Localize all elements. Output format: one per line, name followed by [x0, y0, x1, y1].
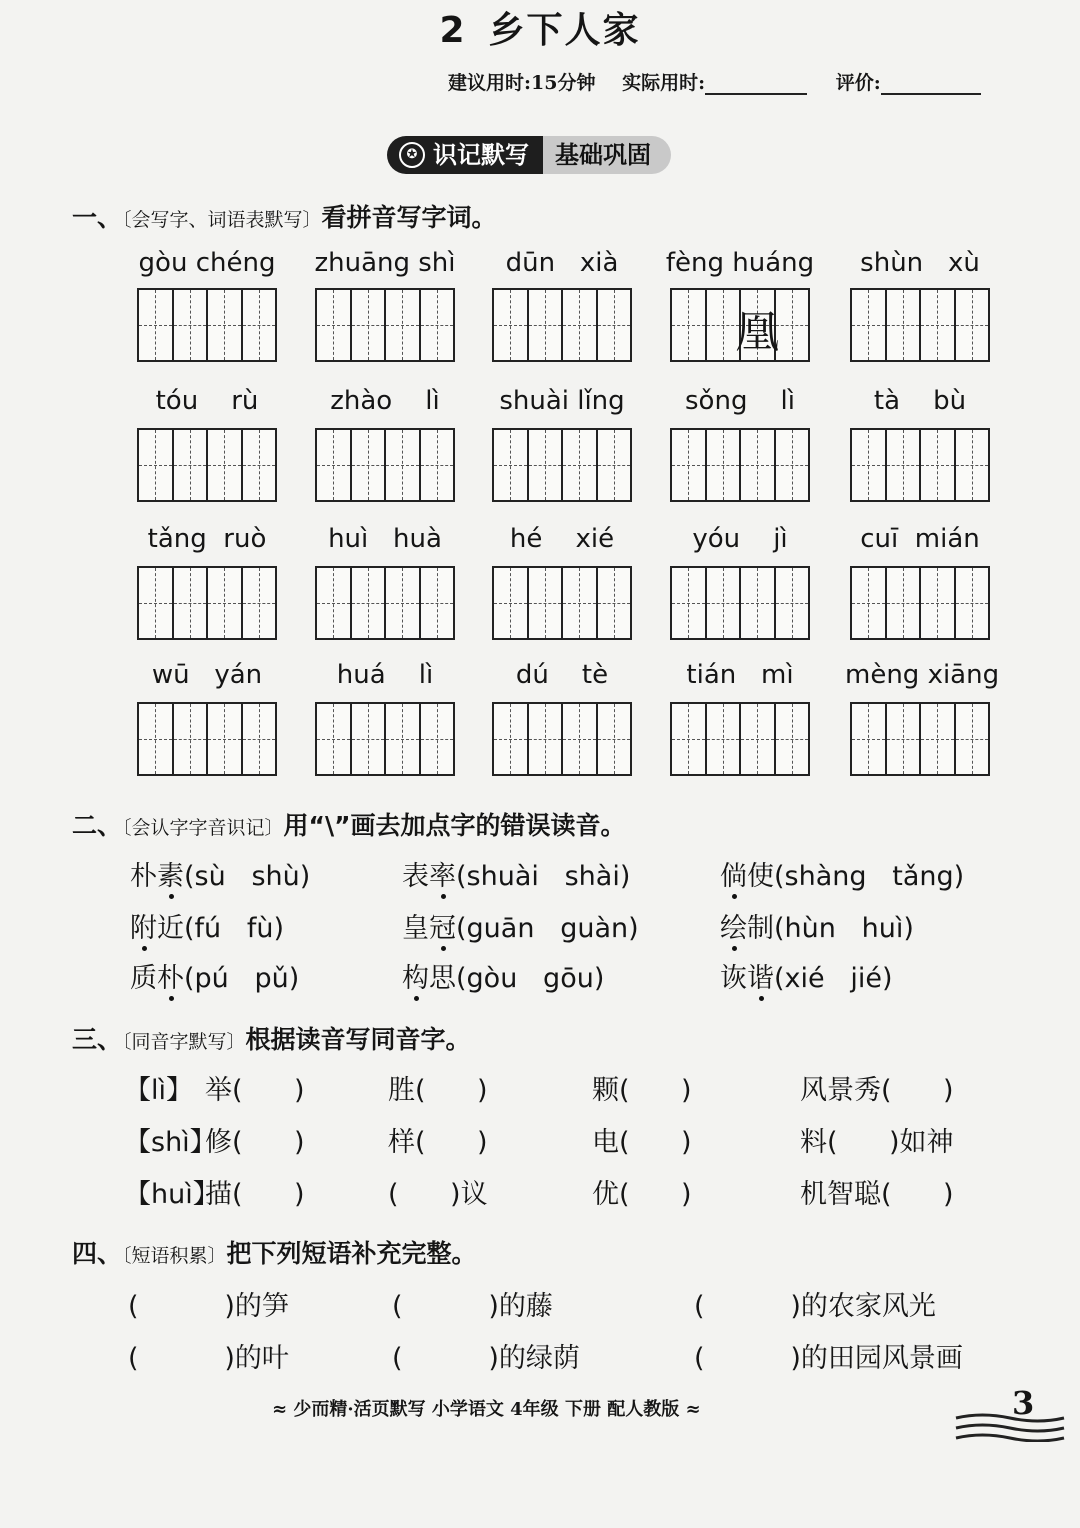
grid-cell[interactable]: [317, 568, 352, 638]
homophone-label: 【huì】: [124, 1179, 220, 1210]
time-line: [448, 68, 981, 95]
dotted-character: 朴: [157, 963, 184, 994]
grid-cell[interactable]: [208, 704, 243, 774]
writing-grid[interactable]: [315, 566, 455, 640]
writing-grid[interactable]: [670, 428, 810, 502]
word-char-2: 近: [157, 913, 184, 944]
pronunciation-options[interactable]: (shuài shài): [456, 861, 631, 892]
grid-cell[interactable]: [139, 704, 174, 774]
grid-cell[interactable]: [672, 704, 707, 774]
pronunciation-item: [402, 906, 639, 945]
q3-tag: 〔同音字默写〕: [122, 1031, 246, 1053]
q2-prefix: 二、: [72, 811, 123, 840]
writing-grid[interactable]: [137, 428, 277, 502]
grid-cell[interactable]: [921, 704, 956, 774]
grid-cell[interactable]: [735, 290, 780, 360]
pinyin-label: tóu rù: [155, 386, 259, 416]
writing-grid[interactable]: [850, 288, 990, 362]
writing-grid[interactable]: [492, 288, 632, 362]
phrase-blank[interactable]: ( )的叶: [128, 1343, 289, 1374]
phrase-blank[interactable]: ( )的绿荫: [392, 1343, 580, 1374]
grid-cell[interactable]: [529, 568, 564, 638]
grid-cell[interactable]: [707, 568, 742, 638]
writing-grid[interactable]: [670, 702, 810, 776]
pinyin-label: dūn xià: [505, 248, 619, 278]
section-banner: [387, 136, 671, 174]
grid-cell[interactable]: [921, 430, 956, 500]
rating-blank[interactable]: [881, 71, 981, 95]
grid-cell[interactable]: [776, 704, 809, 774]
grid-cell[interactable]: [956, 704, 989, 774]
page-number: 3: [1012, 1384, 1035, 1422]
grid-cell[interactable]: [852, 568, 887, 638]
wave-decoration-icon: [954, 1408, 1066, 1442]
grid-cell[interactable]: [243, 430, 276, 500]
pinyin-label: yóu jì: [692, 524, 788, 554]
pronunciation-item: [720, 854, 964, 893]
grid-cell[interactable]: [598, 704, 631, 774]
pronunciation-options[interactable]: (guān guàn): [456, 913, 639, 944]
grid-cell[interactable]: [741, 430, 776, 500]
pinyin-label: hé xié: [509, 524, 615, 554]
grid-cell[interactable]: [598, 430, 631, 500]
q1-heading: [72, 198, 497, 234]
writing-grid[interactable]: [492, 428, 632, 502]
q3-heading: [72, 1020, 471, 1056]
grid-cell[interactable]: [352, 430, 387, 500]
written-character: 凰: [735, 307, 780, 358]
footer-text: ≈ 少而精·活页默写 小学语文 4年级 下册 配人教版 ≈: [272, 1399, 701, 1420]
word-char-1: 质: [130, 963, 157, 994]
pinyin-label: dú tè: [515, 660, 609, 690]
grid-cell[interactable]: [956, 290, 989, 360]
homophone-blank[interactable]: 样( ): [388, 1127, 488, 1158]
grid-cell[interactable]: [921, 568, 956, 638]
pronunciation-item: [130, 956, 299, 995]
grid-cell[interactable]: [529, 290, 564, 360]
banner-right-label: 基础巩固: [555, 141, 651, 169]
pronunciation-item: [402, 956, 604, 995]
medal-icon: ✪: [399, 142, 425, 168]
grid-cell[interactable]: [563, 290, 598, 360]
homophone-blank[interactable]: 电( ): [592, 1127, 692, 1158]
dotted-character: 附: [130, 913, 157, 944]
dotted-character: 倘: [720, 861, 747, 892]
writing-grid[interactable]: [492, 566, 632, 640]
grid-cell[interactable]: [139, 290, 174, 360]
dotted-character: 构: [402, 963, 429, 994]
pronunciation-options[interactable]: (shàng tǎng): [774, 861, 965, 892]
grid-cell[interactable]: [887, 704, 922, 774]
grid-cell[interactable]: [421, 568, 454, 638]
writing-grid[interactable]: [670, 566, 810, 640]
pinyin-label: huì huà: [328, 524, 442, 554]
q4-heading: [72, 1234, 477, 1270]
pinyin-label: mèng xiāng: [845, 660, 1000, 690]
grid-cell[interactable]: [174, 568, 209, 638]
homophone-blank[interactable]: 修( ): [205, 1127, 305, 1158]
grid-cell[interactable]: [174, 290, 209, 360]
grid-cell[interactable]: [707, 430, 742, 500]
grid-cell[interactable]: [494, 704, 529, 774]
pinyin-label: zhào lì: [330, 386, 440, 416]
grid-cell[interactable]: [386, 704, 421, 774]
dotted-character: 素: [157, 861, 184, 892]
banner-left: [387, 136, 543, 174]
grid-cell[interactable]: [598, 568, 631, 638]
grid-cell[interactable]: [386, 568, 421, 638]
pronunciation-options[interactable]: (pú pǔ): [184, 963, 300, 994]
pinyin-label: tà bù: [873, 386, 967, 416]
pronunciation-item: [130, 906, 284, 945]
writing-grid[interactable]: [137, 288, 277, 362]
pronunciation-options[interactable]: (sù shù): [184, 861, 311, 892]
grid-cell[interactable]: [139, 568, 174, 638]
grid-cell[interactable]: [317, 430, 352, 500]
homophone-blank[interactable]: 描( ): [205, 1179, 305, 1210]
writing-grid[interactable]: [315, 288, 455, 362]
grid-cell[interactable]: [852, 290, 887, 360]
homophone-blank[interactable]: 颗( ): [592, 1075, 692, 1106]
word-char-2: 使: [747, 861, 774, 892]
pinyin-label: cuī mián: [860, 524, 980, 554]
grid-cell[interactable]: [386, 430, 421, 500]
writing-grid[interactable]: [670, 288, 810, 362]
rating-label: 评价:: [835, 72, 881, 94]
q4-prefix: 四、: [72, 1239, 123, 1268]
homophone-blank[interactable]: 风景秀( ): [800, 1075, 954, 1106]
grid-cell[interactable]: [352, 290, 387, 360]
q1-tag: 〔会写字、词语表默写〕: [122, 209, 322, 231]
writing-grid[interactable]: [492, 702, 632, 776]
phrase-blank[interactable]: ( )的笋: [128, 1291, 289, 1322]
word-char-1: 表: [402, 861, 429, 892]
writing-grid[interactable]: [850, 566, 990, 640]
pronunciation-options[interactable]: (fú fù): [184, 913, 285, 944]
homophone-blank[interactable]: 优( ): [592, 1179, 692, 1210]
writing-grid[interactable]: [315, 702, 455, 776]
grid-cell[interactable]: [956, 568, 989, 638]
q1-instruction: 看拼音写字词。: [321, 203, 497, 232]
grid-cell[interactable]: [421, 430, 454, 500]
banner-right: [543, 136, 671, 174]
lesson-title: 乡下人家: [488, 10, 641, 51]
grid-cell[interactable]: [421, 290, 454, 360]
pronunciation-item: [130, 854, 310, 893]
pinyin-label: huá lì: [336, 660, 434, 690]
grid-cell[interactable]: [494, 290, 529, 360]
grid-cell[interactable]: [852, 704, 887, 774]
grid-cell[interactable]: [208, 290, 243, 360]
writing-grid[interactable]: [137, 566, 277, 640]
suggested-time: 建议用时:15分钟: [448, 72, 596, 94]
word-char-1: 诙: [720, 963, 747, 994]
pronunciation-options[interactable]: (xié jié): [774, 963, 893, 994]
homophone-blank[interactable]: 胜( ): [388, 1075, 488, 1106]
writing-grid[interactable]: [137, 702, 277, 776]
grid-cell[interactable]: [386, 290, 421, 360]
q1-prefix: 一、: [72, 203, 123, 232]
grid-cell[interactable]: [494, 430, 529, 500]
grid-cell[interactable]: [174, 430, 209, 500]
word-char-2: 思: [429, 963, 456, 994]
actual-time-label: 实际用时:: [622, 72, 706, 94]
word-char-1: 皇: [402, 913, 429, 944]
grid-cell[interactable]: [887, 430, 922, 500]
q3-prefix: 三、: [72, 1025, 123, 1054]
q2-heading: [72, 806, 626, 842]
homophone-label: 【lì】: [124, 1075, 194, 1106]
q4-instruction: 把下列短语补充完整。: [226, 1239, 477, 1268]
grid-cell[interactable]: [139, 430, 174, 500]
grid-cell[interactable]: [776, 568, 809, 638]
pronunciation-item: [720, 906, 914, 945]
grid-cell[interactable]: [317, 704, 352, 774]
homophone-blank[interactable]: 机智聪( ): [800, 1179, 954, 1210]
dotted-character: 率: [429, 861, 456, 892]
grid-cell[interactable]: [776, 430, 809, 500]
grid-cell[interactable]: [563, 704, 598, 774]
lesson-number: 2: [439, 10, 467, 51]
grid-cell[interactable]: [672, 568, 707, 638]
pinyin-label: shuài lǐng: [499, 386, 625, 416]
grid-cell[interactable]: [317, 290, 352, 360]
pinyin-label: tián mì: [686, 660, 794, 690]
q2-tag: 〔会认字字音识记〕: [122, 817, 284, 839]
grid-cell[interactable]: [887, 568, 922, 638]
pinyin-label: gòu chéng: [138, 248, 276, 278]
writing-grid[interactable]: [850, 428, 990, 502]
grid-cell[interactable]: [672, 430, 707, 500]
dotted-character: 绘: [720, 913, 747, 944]
grid-cell[interactable]: [852, 430, 887, 500]
grid-cell[interactable]: [352, 704, 387, 774]
grid-cell[interactable]: [421, 704, 454, 774]
grid-cell[interactable]: [243, 568, 276, 638]
grid-cell[interactable]: [741, 704, 776, 774]
grid-cell[interactable]: [563, 430, 598, 500]
grid-cell[interactable]: [921, 290, 956, 360]
grid-cell[interactable]: [494, 568, 529, 638]
grid-cell[interactable]: [174, 704, 209, 774]
page-title: [0, 2, 1080, 53]
phrase-blank[interactable]: ( )的藤: [392, 1291, 553, 1322]
grid-cell[interactable]: [529, 704, 564, 774]
pinyin-label: tǎng ruò: [147, 524, 267, 554]
pinyin-label: shùn xù: [860, 248, 980, 278]
pronunciation-options[interactable]: (hùn huì): [774, 913, 914, 944]
phrase-blank[interactable]: ( )的田园风景画: [694, 1343, 963, 1374]
grid-cell[interactable]: [352, 568, 387, 638]
word-char-1: 朴: [130, 861, 157, 892]
banner-left-label: 识记默写: [433, 141, 529, 169]
word-char-2: 制: [747, 913, 774, 944]
phrase-blank[interactable]: ( )的农家风光: [694, 1291, 936, 1322]
grid-cell[interactable]: [208, 430, 243, 500]
homophone-blank[interactable]: 举( ): [205, 1075, 305, 1106]
pinyin-label: fèng huáng: [665, 248, 815, 278]
q4-tag: 〔短语积累〕: [122, 1245, 227, 1267]
homophone-label: 【shì】: [124, 1127, 217, 1158]
pinyin-label: sǒng lì: [685, 386, 795, 416]
grid-cell[interactable]: [243, 290, 276, 360]
grid-cell[interactable]: [707, 704, 742, 774]
dotted-character: 谐: [747, 963, 774, 994]
q2-instruction: 用“\”画去加点字的错误读音。: [283, 811, 626, 840]
actual-time-blank[interactable]: [705, 71, 807, 95]
grid-cell[interactable]: [243, 704, 276, 774]
grid-cell[interactable]: [563, 568, 598, 638]
homophone-blank[interactable]: 料( )如神: [800, 1127, 954, 1158]
pinyin-label: wū yán: [151, 660, 263, 690]
pronunciation-item: [402, 854, 630, 893]
pinyin-label: zhuāng shì: [314, 248, 456, 278]
writing-grid[interactable]: [850, 702, 990, 776]
grid-cell[interactable]: [956, 430, 989, 500]
pronunciation-item: [720, 956, 893, 995]
grid-cell[interactable]: [741, 568, 776, 638]
pronunciation-options[interactable]: (gòu gōu): [456, 963, 605, 994]
grid-cell[interactable]: [672, 290, 707, 360]
grid-cell[interactable]: [887, 290, 922, 360]
grid-cell[interactable]: [208, 568, 243, 638]
grid-cell[interactable]: [529, 430, 564, 500]
grid-cell[interactable]: [598, 290, 631, 360]
dotted-character: 冠: [429, 913, 456, 944]
q3-instruction: 根据读音写同音字。: [245, 1025, 471, 1054]
writing-grid[interactable]: [315, 428, 455, 502]
homophone-blank[interactable]: ( )议: [388, 1179, 488, 1210]
